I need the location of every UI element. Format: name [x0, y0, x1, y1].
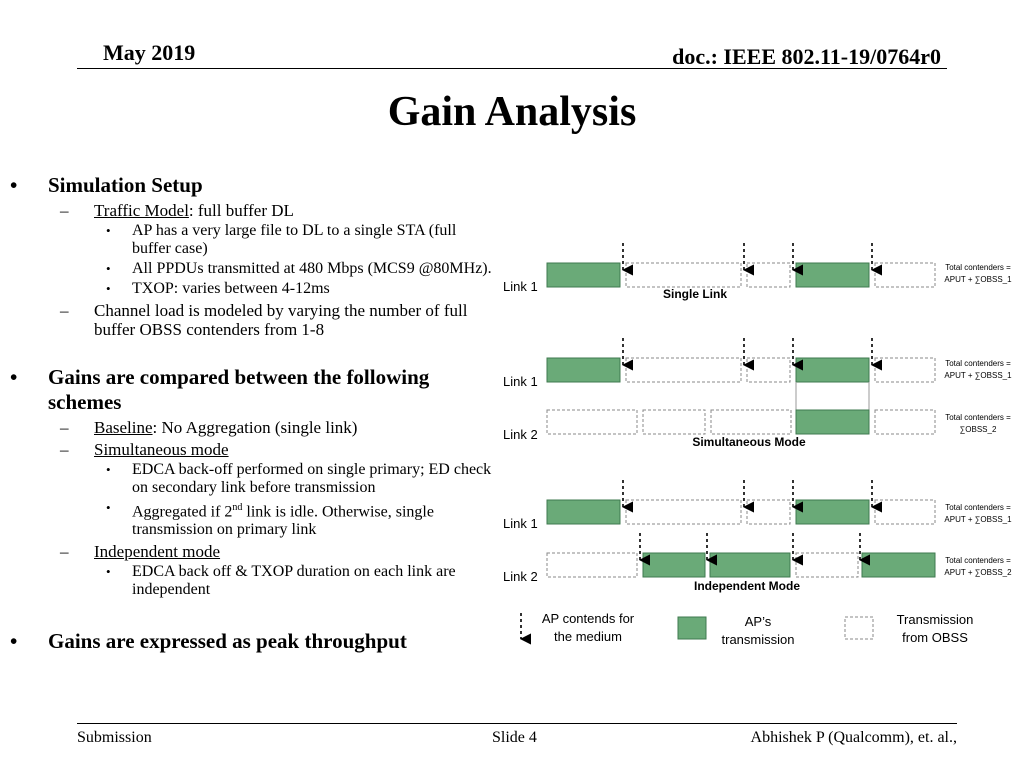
- single-link-row: [503, 243, 1012, 301]
- contenders-label: Total contenders =: [945, 556, 1011, 565]
- independent-mode-rows: [503, 480, 1012, 593]
- ap-tx-block: [796, 263, 869, 287]
- diagram-caption: Simultaneous Mode: [692, 435, 806, 449]
- footer-slide-number: Slide 4: [492, 729, 537, 746]
- ap-tx-block: [796, 500, 869, 524]
- obss-tx-block: [643, 410, 705, 434]
- obss-tx-legend-swatch: [845, 617, 873, 639]
- sub-bullet-traffic-model: – Traffic Model: full buffer DL: [60, 201, 294, 220]
- footer-submission: Submission: [77, 729, 152, 746]
- legend-obss-label: Transmission: [896, 612, 974, 627]
- diagram-caption: Independent Mode: [694, 579, 800, 593]
- obss-tx-block: [875, 263, 935, 287]
- footer-rule: [77, 723, 957, 724]
- sub-bullet-independent: – Independent mode: [60, 542, 221, 562]
- contenders-label: APUT + ∑OBSS_1: [944, 515, 1012, 524]
- slide-title: Gain Analysis: [387, 89, 637, 135]
- obss-tx-block: [711, 410, 791, 434]
- ap-tx-block: [547, 263, 620, 287]
- sub-bullet-simultaneous: – Simultaneous mode: [60, 440, 229, 459]
- traffic-item: • AP has a very large file to DL to a single STA (full buffer case): [106, 222, 457, 257]
- simultaneous-mode-rows: [503, 338, 1012, 449]
- contenders-label: Total contenders =: [945, 359, 1011, 368]
- traffic-model-label: Traffic Model: [94, 201, 189, 220]
- header-doc-id: doc.: IEEE 802.11-19/0764r0: [672, 44, 941, 69]
- link-label: Link 1: [503, 516, 538, 531]
- legend-obss-label: from OBSS: [902, 630, 968, 645]
- obss-tx-block: [747, 358, 790, 382]
- obss-tx-block: [875, 500, 935, 524]
- obss-tx-block: [547, 410, 637, 434]
- legend-contend-label: AP contends for: [541, 611, 635, 626]
- obss-tx-block: [626, 500, 741, 524]
- link-label: Link 1: [503, 374, 538, 389]
- ap-tx-block: [796, 410, 869, 434]
- obss-tx-block: [796, 553, 858, 577]
- bullet-peak-throughput: • Gains are expressed as peak throughput: [10, 629, 407, 654]
- link-label: Link 1: [503, 279, 538, 294]
- contenders-label: APUT + ∑OBSS_1: [944, 371, 1012, 380]
- contenders-label: APUT + ∑OBSS_2: [944, 568, 1012, 577]
- obss-tx-block: [626, 358, 741, 382]
- ap-tx-block: [862, 553, 935, 577]
- sub-bullet-channel-load: – Channel load is modeled by varying the number of full buffer OBSS contenders from 1-8: [60, 301, 468, 339]
- contenders-label: Total contenders =: [945, 263, 1011, 272]
- contenders-label: Total contenders =: [945, 413, 1011, 422]
- contenders-label: ∑OBSS_2: [959, 425, 997, 434]
- traffic-item: • TXOP: varies between 4-12ms: [106, 280, 330, 297]
- diagram-caption: Single Link: [662, 287, 728, 301]
- obss-tx-block: [747, 500, 790, 524]
- footer-author: Abhishek P (Qualcomm), et. al.,: [750, 729, 957, 746]
- legend-ap-tx-label: transmission: [721, 632, 795, 647]
- obss-tx-block: [875, 410, 935, 434]
- ap-tx-block: [547, 358, 620, 382]
- independent-item: • EDCA back off & TXOP duration on each link are independent: [106, 563, 456, 599]
- bullet-gains-compared: • Gains are compared between the following schemes: [10, 365, 430, 414]
- contenders-label: Total contenders =: [945, 503, 1011, 512]
- legend-ap-tx-label: AP’s: [744, 614, 772, 629]
- ap-tx-legend-swatch: [678, 617, 706, 639]
- ap-tx-block: [547, 500, 620, 524]
- traffic-item: • All PPDUs transmitted at 480 Mbps (MCS9 @80MHz).: [106, 260, 492, 277]
- legend-contend-label: the medium: [554, 629, 622, 644]
- bullet-simulation-setup: • Simulation Setup: [10, 173, 203, 197]
- obss-tx-block: [875, 358, 935, 382]
- link-label: Link 2: [503, 427, 538, 442]
- ap-tx-block: [710, 553, 790, 577]
- simultaneous-item: • EDCA back-off performed on single primary; ED check on secondary link before transmission: [106, 461, 492, 496]
- header-date: May 2019: [103, 40, 196, 65]
- link-label: Link 2: [503, 569, 538, 584]
- obss-tx-block: [626, 263, 741, 287]
- obss-tx-block: [547, 553, 637, 577]
- diagram-legend: [521, 611, 973, 647]
- ap-tx-block: [643, 553, 705, 577]
- sub-bullet-baseline: – Baseline: No Aggregation (single link): [60, 418, 358, 437]
- simultaneous-item: • Aggregated if 2nd link is idle. Otherwise, single transmission on primary link: [106, 500, 434, 539]
- ap-tx-block: [796, 358, 869, 382]
- contenders-label: APUT + ∑OBSS_1: [944, 275, 1012, 284]
- obss-tx-block: [747, 263, 790, 287]
